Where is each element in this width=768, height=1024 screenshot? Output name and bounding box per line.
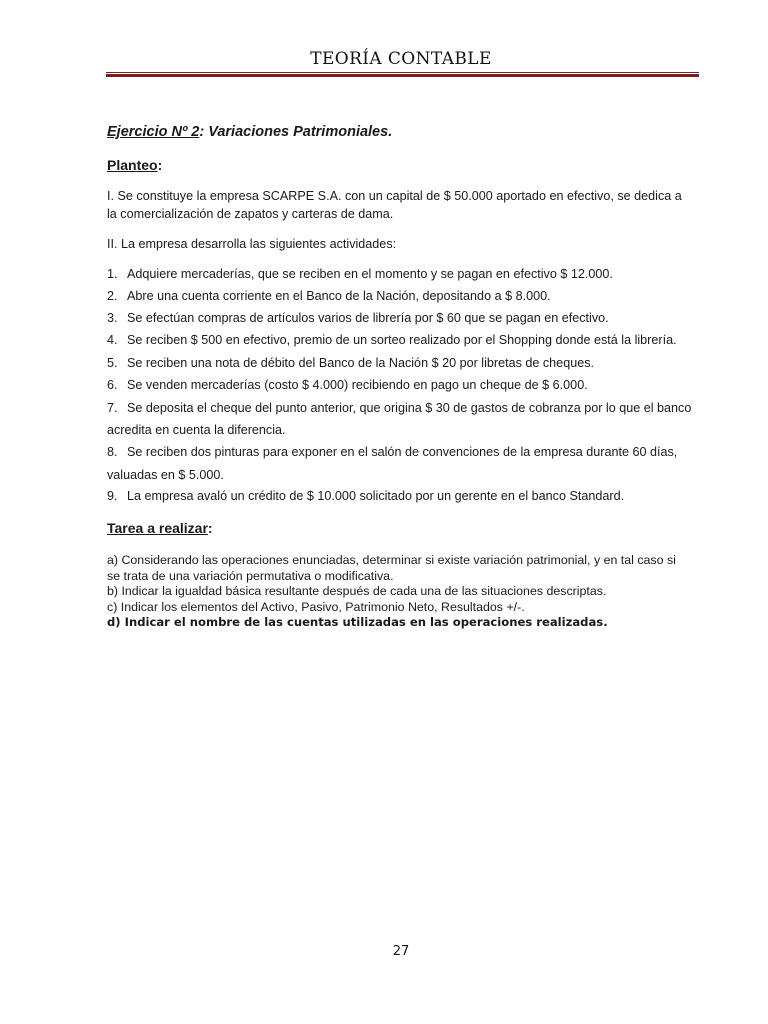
list-item-number: 9. bbox=[107, 489, 118, 503]
list-item-text: Abre una cuenta corriente en el Banco de la Nación, depositando a $ 8.000. bbox=[127, 289, 551, 303]
list-item-text: Adquiere mercaderías, que se reciben en el momento y se pagan en efectivo $ 12.000. bbox=[127, 267, 613, 281]
list-item bbox=[107, 378, 697, 392]
list-item-number: 1. bbox=[107, 267, 118, 281]
list-item bbox=[107, 267, 697, 281]
page-header-title: TEORÍA CONTABLE bbox=[310, 49, 492, 69]
list-item-number: 8. bbox=[107, 445, 118, 459]
header-rule-thick bbox=[106, 74, 699, 77]
list-item bbox=[107, 333, 697, 347]
exercise-title bbox=[107, 124, 392, 140]
list-item bbox=[107, 489, 697, 503]
list-item-text: La empresa avaló un crédito de $ 10.000 solicitado por un gerente en el banco Standard. bbox=[127, 489, 625, 503]
planteo-heading bbox=[107, 157, 162, 173]
intro-2: II. La empresa desarrolla las siguientes actividades: bbox=[107, 237, 397, 251]
exercise-number: Ejercicio Nº 2 bbox=[107, 124, 200, 140]
task-c: c) Indicar los elementos del Activo, Pasivo, Patrimonio Neto, Resultados +/-. bbox=[107, 599, 525, 614]
list-item-number: 4. bbox=[107, 333, 118, 347]
exercise-topic: : Variaciones Patrimoniales. bbox=[199, 124, 393, 140]
planteo-heading-text: Planteo bbox=[107, 157, 158, 173]
list-item-continuation: valuadas en $ 5.000. bbox=[107, 468, 224, 482]
list-item-text: Se venden mercaderías (costo $ 4.000) recibiendo en pago un cheque de $ 6.000. bbox=[127, 378, 588, 392]
list-item-text: Se deposita el cheque del punto anterior, que origina $ 30 de gastos de cobranza por lo que el banco bbox=[127, 401, 692, 415]
planteo-heading-colon: : bbox=[157, 157, 163, 173]
list-item bbox=[107, 311, 697, 325]
list-item-text: Se reciben dos pinturas para exponer en el salón de convenciones de la empresa durante 60 días, bbox=[127, 445, 678, 459]
list-item-text: Se reciben una nota de débito del Banco de la Nación $ 20 por libretas de cheques. bbox=[127, 356, 594, 370]
tarea-heading-text: Tarea a realizar bbox=[107, 520, 208, 536]
tarea-heading-colon: : bbox=[207, 520, 213, 536]
list-item-text: Se reciben $ 500 en efectivo, premio de un sorteo realizado por el Shopping donde está la librería. bbox=[127, 333, 677, 347]
task-a-line-2: se trata de una variación permutativa o modificativa. bbox=[107, 568, 394, 583]
task-a-line-1: a) Considerando las operaciones enunciadas, determinar si existe variación patrimonial, y en tal caso si bbox=[107, 553, 676, 567]
task-b: b) Indicar la igualdad básica resultante después de cada una de las situaciones descriptas. bbox=[107, 584, 607, 598]
tarea-heading bbox=[107, 520, 213, 536]
list-item bbox=[107, 401, 697, 415]
task-list bbox=[107, 553, 697, 631]
header-rule-thin bbox=[106, 72, 699, 73]
page-number: 27 bbox=[392, 944, 410, 959]
intro-1-line-1: I. Se constituye la empresa SCARPE S.A. con un capital de $ 50.000 aportado en efectivo, se dedica a bbox=[107, 189, 682, 203]
list-item-number: 6. bbox=[107, 378, 118, 392]
list-item-number: 2. bbox=[107, 289, 118, 303]
list-item bbox=[107, 445, 697, 459]
list-item-text: Se efectúan compras de artículos varios de librería por $ 60 que se pagan en efectivo. bbox=[127, 311, 609, 325]
intro-1-line-2: la comercialización de zapatos y carteras de dama. bbox=[107, 207, 394, 221]
list-item bbox=[107, 356, 697, 370]
task-d: d) Indicar el nombre de las cuentas utilizadas en las operaciones realizadas. bbox=[107, 615, 608, 629]
list-item-continuation: acredita en cuenta la diferencia. bbox=[107, 423, 286, 437]
list-item bbox=[107, 289, 697, 303]
list-item-number: 3. bbox=[107, 311, 118, 325]
list-item-number: 7. bbox=[107, 401, 118, 415]
list-item-number: 5. bbox=[107, 356, 118, 370]
